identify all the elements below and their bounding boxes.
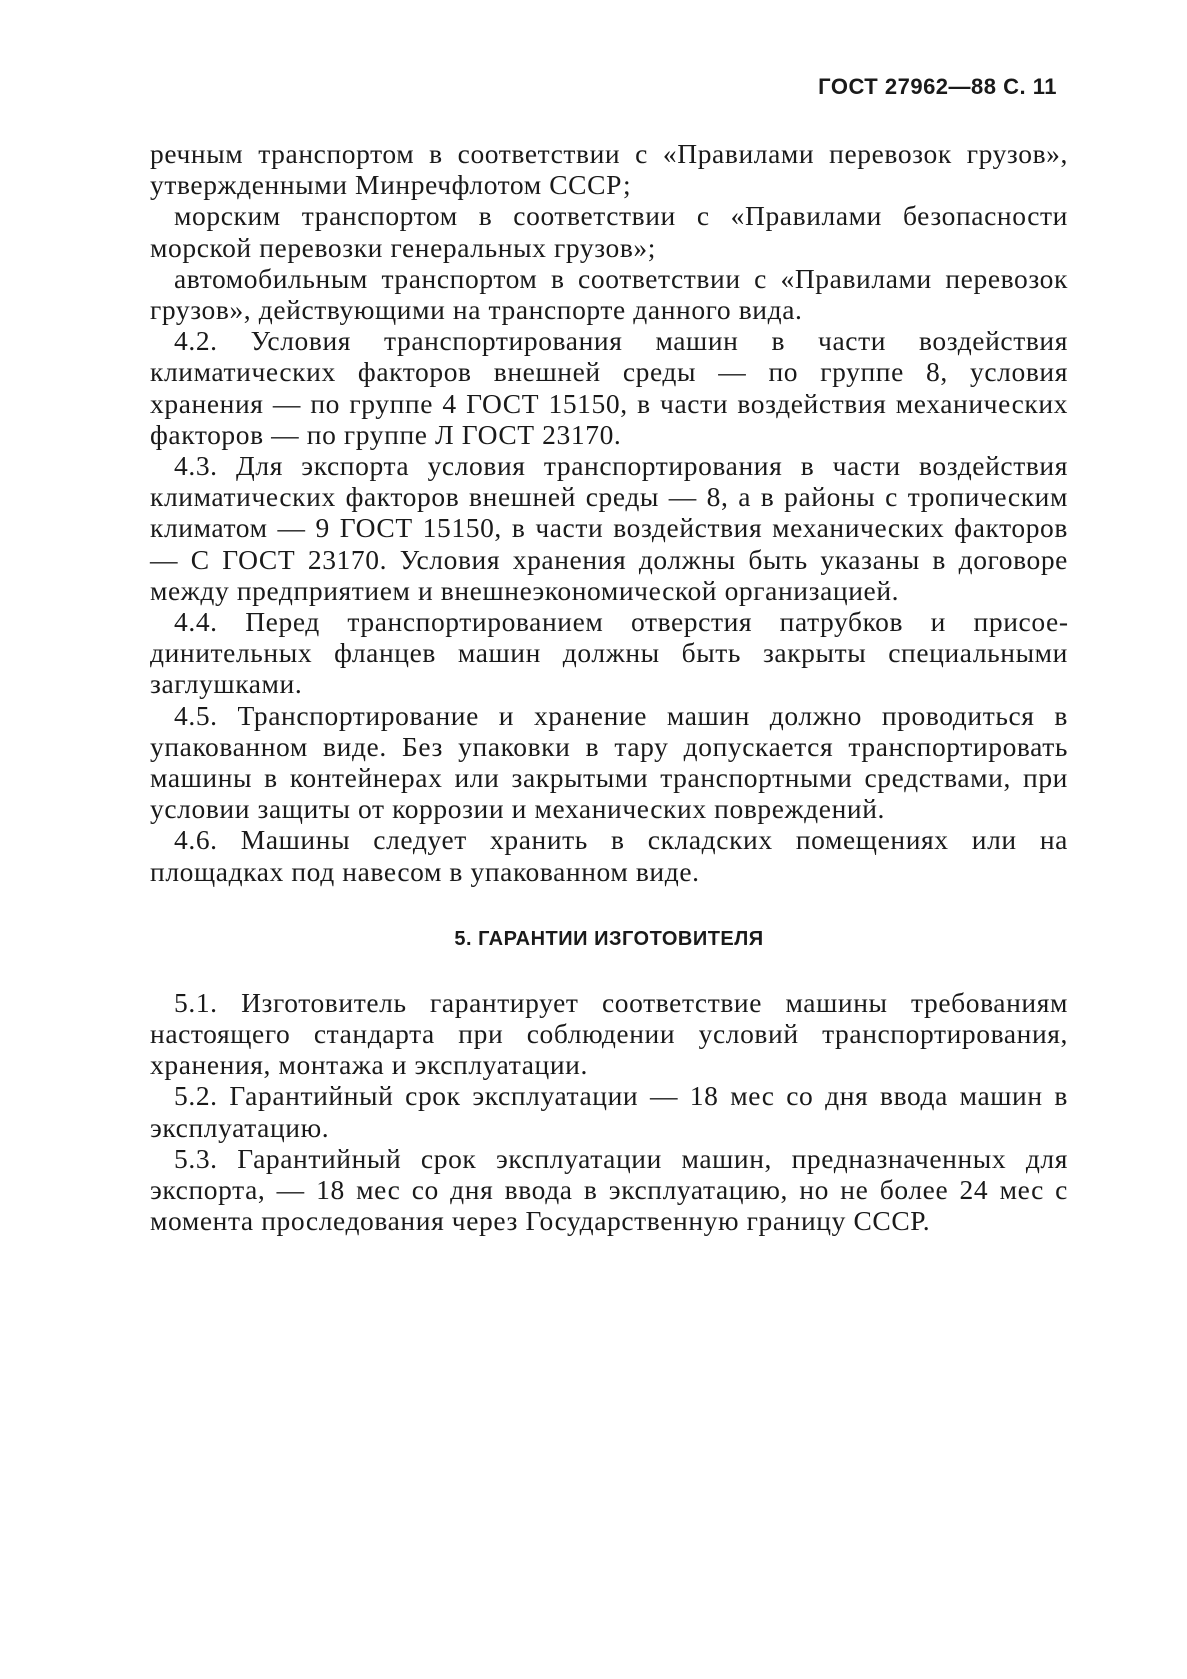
paragraph-river-transport: речным транспортом в соответствии с «Правилами перевозок грузов», утвержденными Минречфлотом СССР;	[150, 138, 1068, 201]
paragraph-4-5: 4.5. Транспортирование и хранение машин должно проводиться в упакованном виде. Без упаковки в тару допускается транспортировать машины в контейнерах или закрытыми транспортными средствами, при условии защиты от коррозии и механических повреждений.	[150, 699, 1068, 825]
paragraph-4-6: 4.6. Машины следует хранить в складских помещениях или на площадках под навесом в упакованном виде.	[150, 824, 1068, 887]
page-header: ГОСТ 27962—88 С. 11	[818, 74, 1057, 99]
paragraph-5-1: 5.1. Изготовитель гарантирует соответствие машины требованиям настоящего стандарта при соблюдении условий транспортирования, хранения, монтажа и эксплуатации.	[150, 986, 1068, 1081]
paragraph-5-2: 5.2. Гарантийный срок эксплуатации — 18 мес со дня ввода машин в эксплуатацию.	[150, 1080, 1068, 1143]
section-5-title: 5. ГАРАНТИИ ИЗГОТОВИТЕЛЯ	[454, 927, 764, 950]
paragraph-4-3: 4.3. Для экспорта условия транспортирования в части воздействия климатических факторов внешней среды — 8, а в районы с тропическим климатом — 9 ГОСТ 15150, в части воздействия механических факторов — С ГОСТ 23170. Условия хранения должны быть указаны в договоре между предприятием и внешнеэкономической организацией.	[150, 450, 1068, 606]
paragraph-sea-transport: морским транспортом в соответствии с «Правилами безопасности морской перевозки генеральных грузов»;	[150, 200, 1068, 263]
paragraph-4-4: 4.4. Перед транспортированием отверстия патрубков и присоединительных фланцев машин должны быть закрыты специальными заглушками.	[150, 606, 1068, 700]
document-body	[150, 138, 1068, 1237]
paragraph-road-transport: автомобильным транспортом в соответствии с «Правилами перевозок грузов», действующими на транспорте данного вида.	[150, 262, 1068, 326]
paragraph-5-3: 5.3. Гарантийный срок эксплуатации машин, предназначенных для экспорта, — 18 мес со дня ввода в эксплуатацию, но не более 24 мес с момента проследования через Государственную границу СССР.	[150, 1142, 1068, 1237]
paragraph-4-2: 4.2. Условия транспортирования машин в части воздействия климатических факторов внешней среды — по группе 8, условия хранения — по группе 4 ГОСТ 15150, в части воздействия механических факторов — по группе Л ГОСТ 23170.	[150, 325, 1068, 450]
